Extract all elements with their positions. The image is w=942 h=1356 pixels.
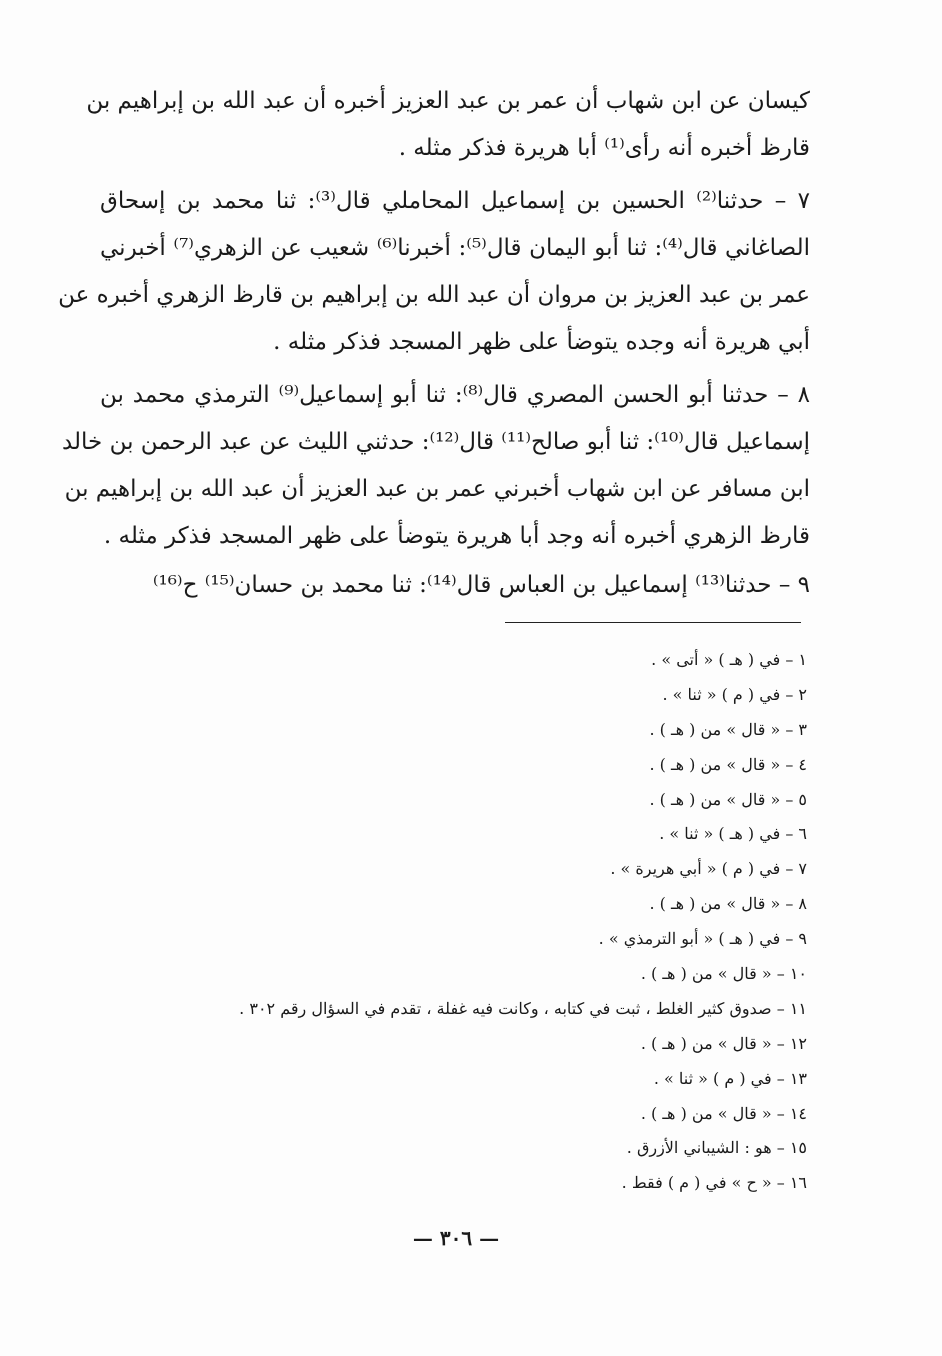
text-line: ابن مسافر عن ابن شهاب أخبرني عمر بن عبد العزيز أن عبد الله بن إبراهيم بن [64,476,810,502]
footnote: ١٢ – « قال » من ( هـ ) . [640,1033,807,1053]
footnote: ١٣ – في ( م ) « ثنا » . [653,1068,807,1088]
footnote: ٢ – في ( م ) « ثنا » . [662,684,807,704]
text-line: قارظ الزهري أخبره أنه وجد أبا هريرة يتوضأ على ظهر المسجد فذكر مثله . [103,523,810,549]
text-line: قارظ أخبره أنه رأى⁽¹⁾ أبا هريرة فذكر مثله . [398,135,810,161]
text-line: أبي هريرة أنه وجده يتوضأ على ظهر المسجد فذكر مثله . [273,329,810,355]
footnote: ١ – في ( هـ ) « أتى » . [651,650,807,669]
footnote: ٣ – « قال » من ( هـ ) . [649,719,807,739]
footnote: ١٤ – « قال » من ( هـ ) . [640,1103,807,1123]
text-line: ٧ – حدثنا⁽²⁾ الحسين بن إسماعيل المحاملي قال⁽³⁾: ثنا محمد بن إسحاق [100,188,810,214]
main-text-block [58,78,811,609]
text-line: كيسان عن ابن شهاب أن عمر بن عبد العزيز أخبره أن عبد الله بن إبراهيم بن [86,88,810,114]
text-line: ٨ – حدثنا أبو الحسن المصري قال⁽⁸⁾: ثنا أبو إسماعيل⁽⁹⁾ الترمذي محمد بن [100,382,810,408]
text-line: عمر بن عبد العزيز بن مروان أن عبد الله بن إبراهيم بن قارظ الزهري أخبره عن [58,282,810,308]
footnote: ٨ – « قال » من ( هـ ) . [649,894,807,914]
footnote: ١٠ – « قال » من ( هـ ) . [640,964,807,984]
footnote: ٤ – « قال » من ( هـ ) . [649,754,807,774]
page-number: — ٣٠٦ — [412,1226,500,1250]
footnotes-block [107,643,807,1201]
footnote: ١١ – صدوق كثير الغلط ، ثبت في كتابه ، وكانت فيه غفلة ، تقدم في السؤال رقم ٣٠٢ . [239,998,807,1018]
footnote: ٧ – في ( م ) « أبي هريرة » . [610,859,807,879]
footnote: ٥ – « قال » من ( هـ ) . [649,789,807,809]
text-line: إسماعيل قال⁽¹⁰⁾: ثنا أبو صالح⁽¹¹⁾ قال⁽¹²⁾: حدثني الليث عن عبد الرحمن بن خالد [61,429,810,455]
footnote-separator [505,622,801,623]
footnote: ١٦ – « ح » في ( م ) فقط . [621,1173,807,1193]
text-line: ٩ – حدثنا⁽¹³⁾ إسماعيل بن العباس قال⁽¹⁴⁾: ثنا محمد بن حسان⁽¹⁵⁾ ح⁽¹⁶⁾ [152,572,810,598]
footnote: ٩ – في ( هـ ) « أبو الترمذي » . [598,929,807,949]
text-line: الصاغاني قال⁽⁴⁾: ثنا أبو اليمان قال⁽⁵⁾: أخبرنا⁽⁶⁾ شعيب عن الزهري⁽⁷⁾ أخبرني [100,235,811,261]
footnote: ١٥ – هو : الشيباني الأزرق . [626,1138,807,1158]
footnote: ٦ – في ( هـ ) « ثنا » . [659,824,807,844]
